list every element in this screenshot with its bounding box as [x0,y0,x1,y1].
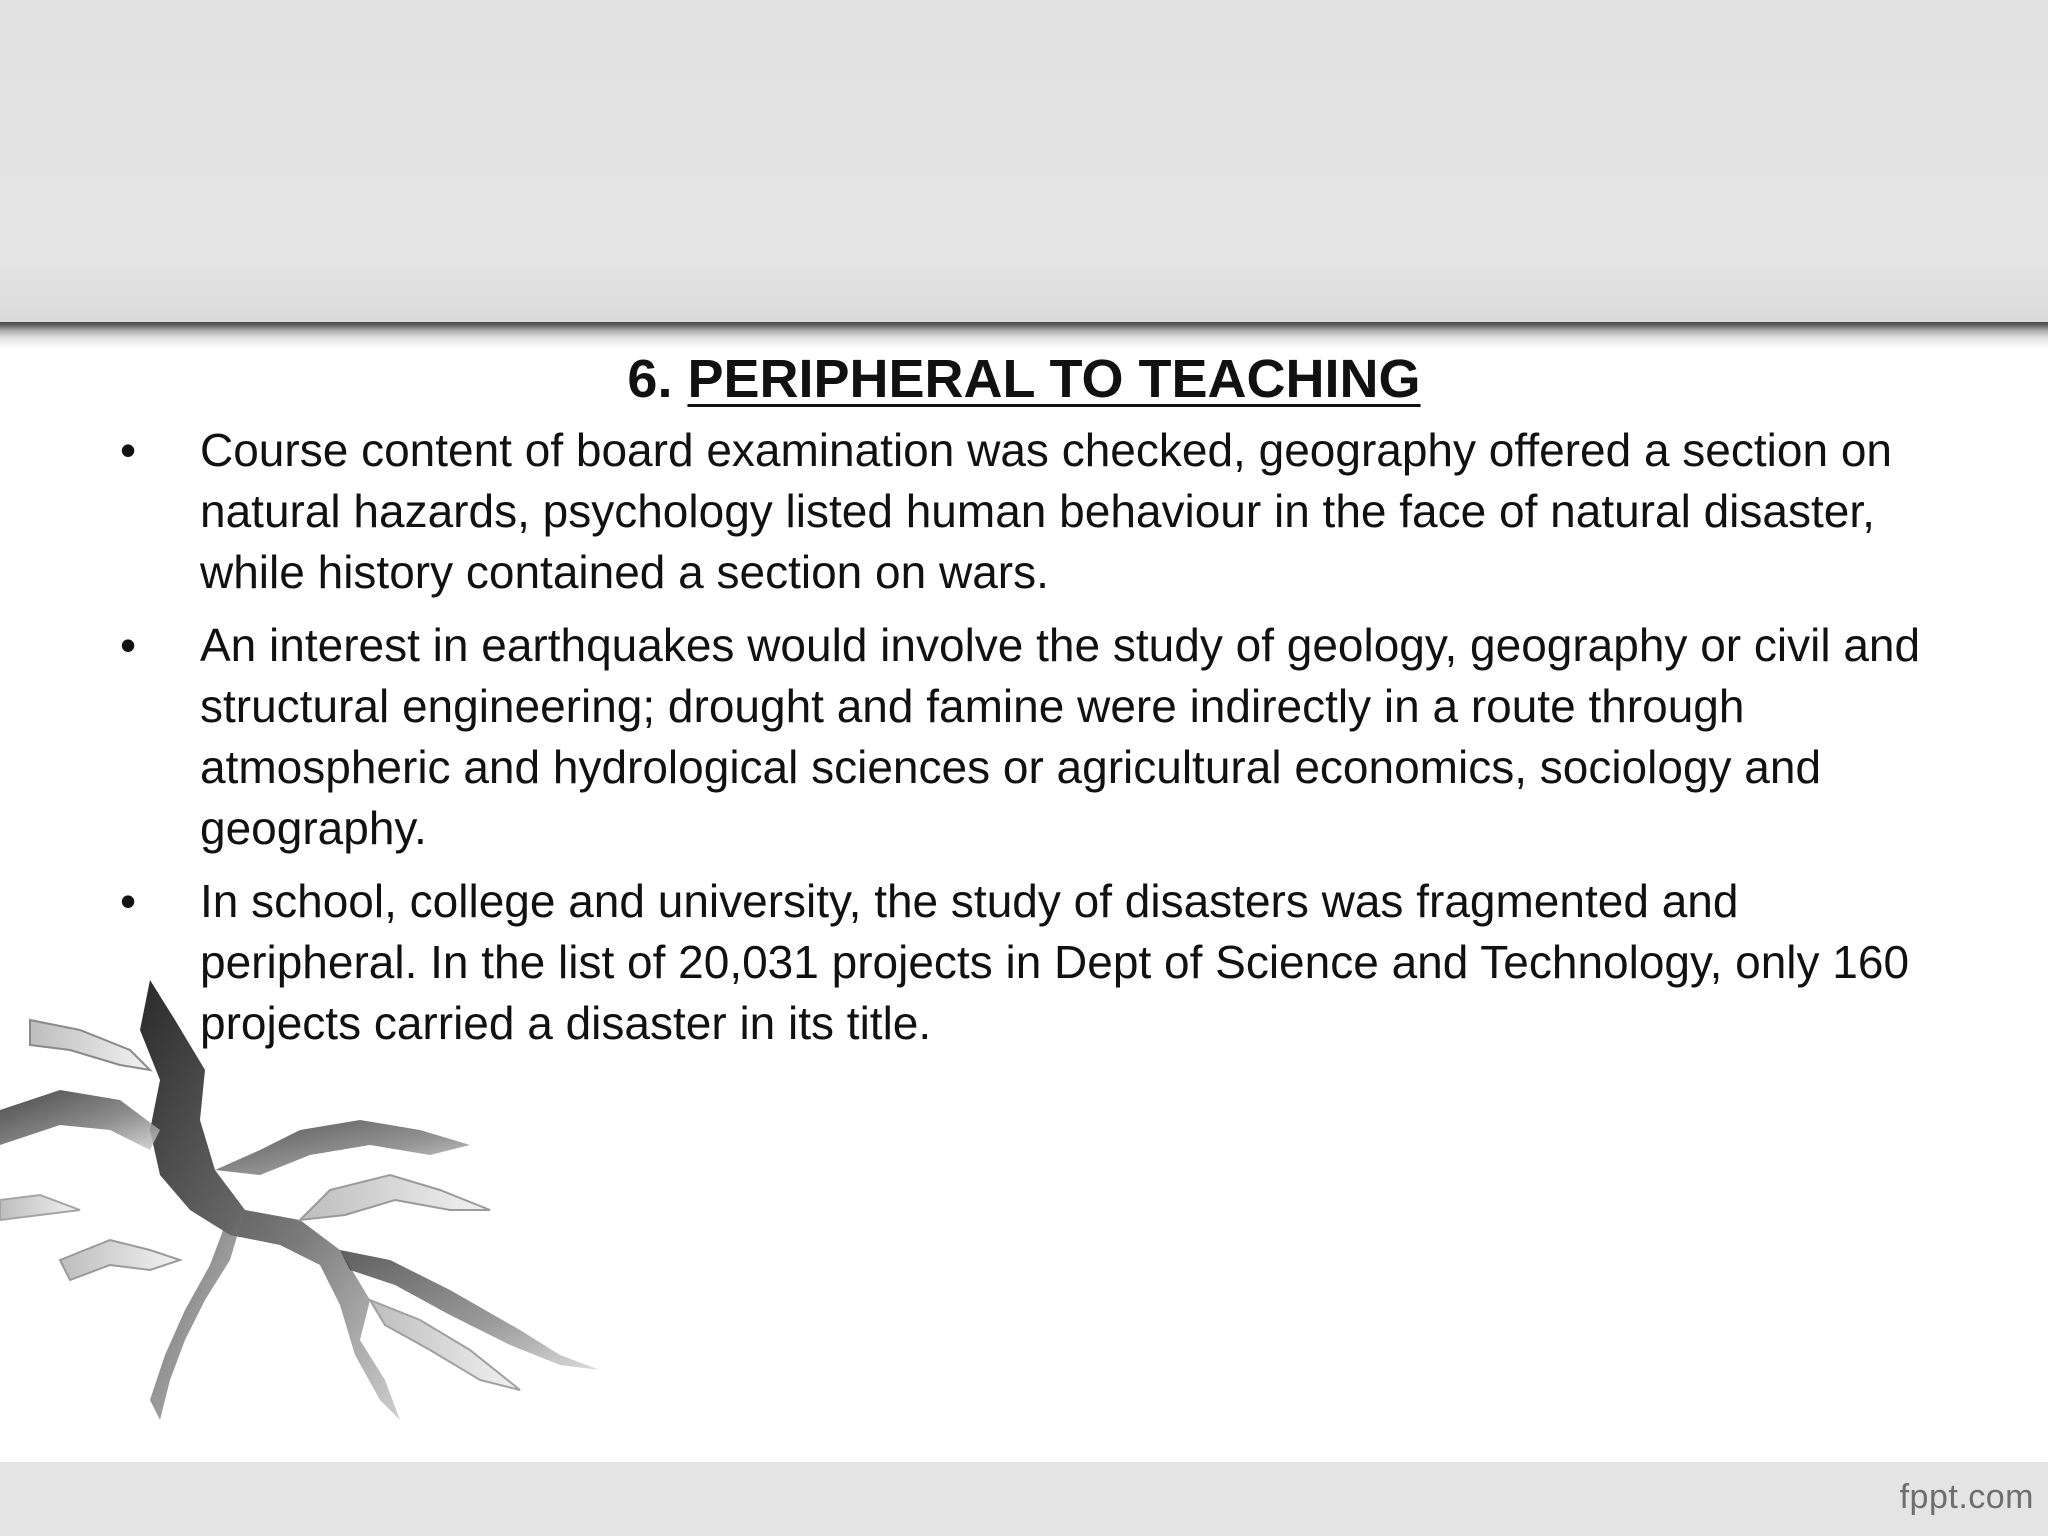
footer-brand-text: fppt.com [1899,1478,2034,1516]
list-item [0,420,2048,603]
slide-title [0,346,2048,412]
bullet-marker: • [120,875,137,927]
bullet-list [0,420,2048,1066]
bullet-marker: • [120,619,137,671]
header-band [0,0,2048,330]
footer-band [0,1462,2048,1536]
list-item [0,615,2048,859]
header-band-shadow [0,322,2048,348]
list-item [0,871,2048,1054]
slide-title-number: 6. [627,349,688,409]
bullet-text: Course content of board examination was checked, geography offered a section on natural hazards, psychology listed human behaviour in the face of natural disaster, while history contained a section on wars. [200,424,1893,598]
bullet-text: In school, college and university, the study of disasters was fragmented and peripheral. In the list of 20,031 projects in Dept of Science and Technology, only 160 projects carried a disaster in its title. [200,875,1910,1049]
slide-title-text: PERIPHERAL TO TEACHING [687,349,1421,409]
bullet-marker: • [120,424,137,476]
bullet-text: An interest in earthquakes would involve the study of geology, geography or civil and structural engineering; drought and famine were indirectly in a route through atmospheric and hydrological sciences or agricultural economics, sociology and geography. [200,619,1921,854]
